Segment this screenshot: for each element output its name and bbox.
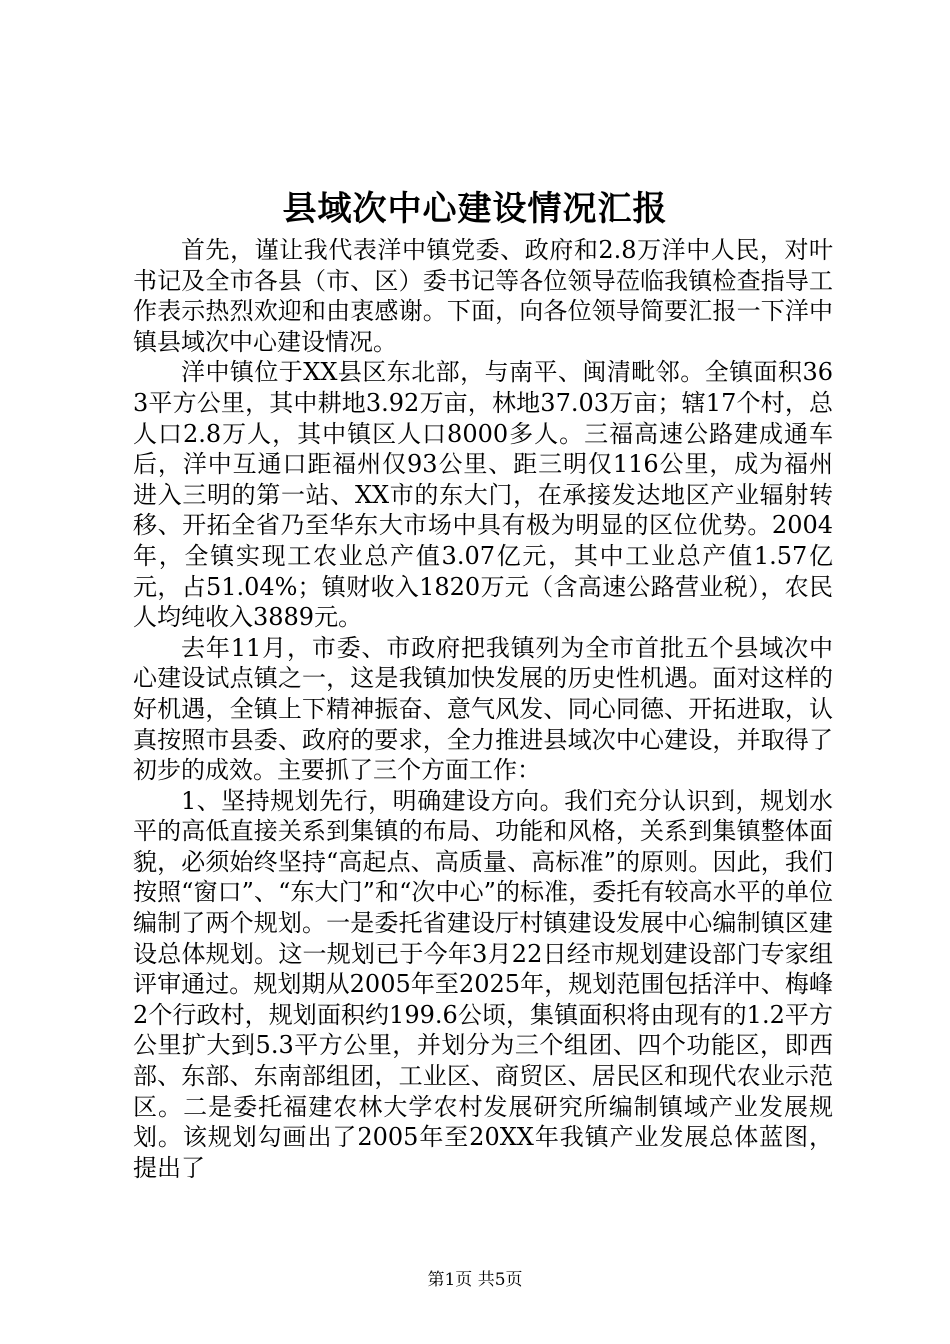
paragraph-planning: 1、坚持规划先行，明确建设方向。我们充分认识到，规划水平的高低直接关系到集镇的布局、功能和风格，关系到集镇整体面貌，必须始终坚持“高起点、高质量、高标准”的原则。因此，我们按照“窗口”、“东大门”和“次中心”的标准，委托有较高水平的单位编制了两个规划。一是委托省建设厅村镇建设发展中心编制镇区建设总体规划。这一规划已于今年3月22日经市规划建设部门专家组评审通过。规划期从2005年至2025年，规划范围包括洋中、梅峰2个行政村，规划面积约199.6公顷，集镇面积将由现有的1.2平方公里扩大到5.3平方公里，并划分为三个组团、四个功能区，即西部、东部、东南部组团，工业区、商贸区、居民区和现代农业示范区。二是委托福建农林大学农村发展研究所编制镇域产业发展规划。该规划勾画出了2005年至20XX年我镇产业发展总体蓝图，提出了: [133, 786, 833, 1182]
paragraph-greeting: 首先，谨让我代表洋中镇党委、政府和2.8万洋中人民，对叶书记及全市各县（市、区）委书记等各位领导莅临我镇检查指导工作表示热烈欢迎和由衷感谢。下面，向各位领导简要汇报一下洋中镇县域次中心建设情况。: [133, 236, 833, 356]
paragraph-town-overview: 洋中镇位于XX县区东北部，与南平、闽清毗邻。全镇面积363平方公里，其中耕地3.92万亩，林地37.03万亩；辖17个村，总人口2.8万人，其中镇区人口8000多人。三福高速公路建成通车后，洋中互通口距福州仅93公里、距三明仅116公里，成为福州进入三明的第一站、XX市的东大门，在承接发达地区产业辐射转移、开拓全省乃至华东大市场中具有极为明显的区位优势。2004年，全镇实现工农业总产值3.07亿元，其中工业总产值1.57亿元，占51.04%；镇财收入1820万元（含高速公路营业税），农民人均纯收入3889元。: [133, 358, 833, 632]
page-number: 第1页 共5页: [427, 1270, 523, 1290]
document-body: [133, 235, 833, 1183]
document-title: 县域次中心建设情况汇报: [282, 189, 668, 229]
paragraph-pilot-designation: 去年11月，市委、市政府把我镇列为全市首批五个县域次中心建设试点镇之一，这是我镇加快发展的历史性机遇。面对这样的好机遇，全镇上下精神振奋、意气风发、同心同德、开拓进取，认真按照市县委、政府的要求，全力推进县域次中心建设，并取得了初步的成效。主要抓了三个方面工作：: [133, 633, 833, 785]
